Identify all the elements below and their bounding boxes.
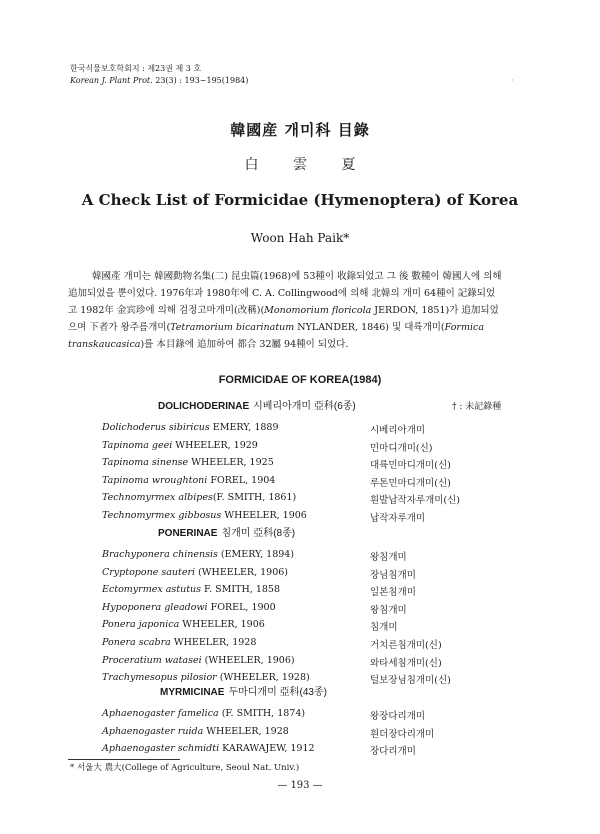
species-name: Tapinoma geei	[102, 440, 173, 451]
species-name: Aphaenogaster ruida	[102, 726, 204, 737]
species-author: (WHEELER, 1906)	[201, 655, 295, 666]
abstract-text: JERDON, 1851)가 追加되었	[371, 305, 499, 316]
abstract-text: 韓國產 개미는 韓國動物名集(二) 昆虫篇(1968)에 53種이 收錄되었고 그 後 數種이 韓國人에 의해	[92, 271, 502, 282]
species-name: Brachyponera chinensis	[102, 549, 218, 560]
species-entry	[102, 602, 276, 613]
species-name: Tapinoma wroughtoni	[102, 475, 208, 486]
species-korean-name: 거치른침개미(신)	[370, 640, 442, 651]
species-author: (F. SMITH, 1861)	[212, 492, 297, 503]
species-korean-name: 대륙민마디개미(신)	[370, 460, 451, 471]
species-author: WHEELER, 1928	[203, 726, 289, 737]
abstract-line	[68, 268, 532, 285]
scientific-name: Monomorium floricola	[264, 305, 372, 316]
edge-mark: ·	[511, 76, 514, 85]
species-entry	[102, 510, 307, 521]
species-name: Trachymesopus pilosior	[102, 672, 217, 683]
species-name: Cryptopone sauteri	[102, 567, 196, 578]
species-author: WHEELER, 1928	[170, 637, 257, 648]
species-name: Ponera japonica	[102, 619, 180, 630]
species-entry	[102, 708, 305, 719]
species-name: Technomyrmex gibbosus	[102, 510, 222, 521]
abstract-text: )를 本目錄에 追加하여 都合 32屬 94種이 되었다.	[140, 339, 349, 350]
abstract-line	[68, 336, 532, 353]
species-author: (F. SMITH, 1874)	[218, 708, 306, 719]
species-entry	[102, 726, 289, 737]
species-korean-name: 시베리아개미	[370, 425, 426, 436]
species-entry	[102, 619, 265, 630]
scientific-name: Formica	[444, 322, 484, 333]
species-entry	[102, 422, 279, 433]
species-name: Hypoponera gleadowi	[102, 602, 208, 613]
species-korean-name: 왕장다리개미	[370, 711, 426, 722]
title-english: A Check List of Formicidae (Hymenoptera) of Korea	[81, 191, 519, 209]
species-korean-name: 털보장님침개미(신)	[370, 675, 451, 686]
species-author: KARAWAJEW, 1912	[219, 743, 315, 754]
species-name: Technomyrmex albipes	[102, 492, 213, 503]
subfamily-heading	[158, 397, 356, 412]
species-entry	[102, 475, 275, 486]
species-korean-name: 흰더장다리개미	[370, 729, 435, 740]
subfamily-name: PONERINAE	[158, 528, 218, 539]
species-author: WHEELER, 1929	[172, 440, 258, 451]
abstract	[68, 268, 532, 353]
species-entry	[102, 637, 256, 648]
abstract-text: 고 1982年 金宾珍에 의해 검정고마개미(改稱)(	[68, 305, 265, 316]
journal-volume: 23(3) : 193~195(1984)	[152, 76, 249, 85]
species-author: EMERY, 1889	[209, 422, 279, 433]
journal-english-line	[70, 75, 248, 87]
abstract-line	[68, 302, 532, 319]
species-author: (WHEELER, 1928)	[216, 672, 310, 683]
species-name: Tapinoma sinense	[102, 457, 189, 468]
species-entry	[102, 655, 295, 666]
subfamily-heading	[160, 683, 327, 698]
species-name: Aphaenogaster famelica	[102, 708, 219, 719]
journal-korean-line: 한국식물보호학회지 : 제23권 제 3 호	[70, 64, 202, 73]
species-name: Dolichoderus sibiricus	[102, 422, 210, 433]
subfamily-name: DOLICHODERINAE	[158, 401, 250, 412]
section-title: FORMICIDAE OF KOREA(1984)	[218, 374, 382, 386]
species-author: FOREL, 1904	[207, 475, 276, 486]
species-korean-name: 침개미	[370, 622, 398, 633]
species-korean-name: 장다리개미	[370, 746, 416, 757]
new-record-note: † : 未記錄種	[452, 402, 502, 412]
species-korean-name: 민마디개미(신)	[370, 443, 433, 454]
species-entry	[102, 457, 274, 468]
species-name: Ectomyrmex astutus	[102, 584, 202, 595]
species-entry	[102, 584, 280, 595]
journal-name: Korean J. Plant Prot.	[70, 76, 153, 85]
page-number: — 193 —	[277, 780, 323, 791]
species-korean-name: 왕침개미	[370, 552, 407, 563]
footnote: * 서울大 農大(College of Agriculture, Seoul Nat. Univ.)	[70, 763, 300, 773]
abstract-text: 으며 下者가 왕주름개미(	[68, 322, 171, 333]
abstract-line	[68, 319, 532, 336]
species-korean-name: 일본침개미	[370, 587, 416, 598]
subfamily-name: MYRMICINAE	[160, 687, 225, 698]
abstract-line	[68, 285, 532, 302]
species-author: WHEELER, 1925	[188, 457, 274, 468]
species-author: FOREL, 1900	[207, 602, 276, 613]
footnote-rule	[68, 759, 180, 760]
subfamily-korean: 시베리아개미 亞科(6종)	[253, 401, 356, 412]
species-entry	[102, 440, 258, 451]
subfamily-korean: 두마디개미 亞科(43종)	[228, 687, 327, 698]
subfamily-heading	[158, 524, 295, 539]
author-english: Woon Hah Paik*	[250, 231, 350, 245]
abstract-text: 追加되었을 뿐이었다. 1976年과 1980年에 C. A. Collingwood에 의해 北韓의 개미 64種이 記錄되었	[68, 288, 496, 299]
species-korean-name: 납작자루개미	[370, 513, 426, 524]
species-author: (WHEELER, 1906)	[195, 567, 289, 578]
species-korean-name: 흰발납작자루개미(신)	[370, 495, 461, 506]
subfamily-korean: 침개미 亞科(8종)	[221, 528, 296, 539]
scientific-name: Tetramorium bicarinatum	[170, 322, 295, 333]
species-name: Aphaenogaster schmidti	[102, 743, 220, 754]
author-hanja: 白 雲 夏	[244, 157, 356, 173]
species-name: Ponera scabra	[102, 637, 171, 648]
species-entry	[102, 492, 296, 503]
journal-header	[70, 63, 248, 87]
species-korean-name: 와타세침개미(신)	[370, 658, 442, 669]
species-korean-name: 왕침개미	[370, 605, 407, 616]
title-korean: 韓國産 개미科 目錄	[230, 121, 370, 139]
scientific-name: transkaucasica	[68, 339, 141, 350]
species-author: F. SMITH, 1858	[201, 584, 281, 595]
species-author: (EMERY, 1894)	[217, 549, 295, 560]
species-author: WHEELER, 1906	[221, 510, 307, 521]
species-korean-name: 루톤민마디개미(신)	[370, 478, 451, 489]
species-author: WHEELER, 1906	[179, 619, 265, 630]
species-entry	[102, 549, 294, 560]
species-entry	[102, 672, 310, 683]
species-entry	[102, 743, 315, 754]
species-korean-name: 장님침개미	[370, 570, 416, 581]
abstract-text: NYLANDER, 1846) 및 대륙개미(	[294, 322, 445, 333]
species-entry	[102, 567, 288, 578]
species-name: Proceratium watasei	[102, 655, 202, 666]
